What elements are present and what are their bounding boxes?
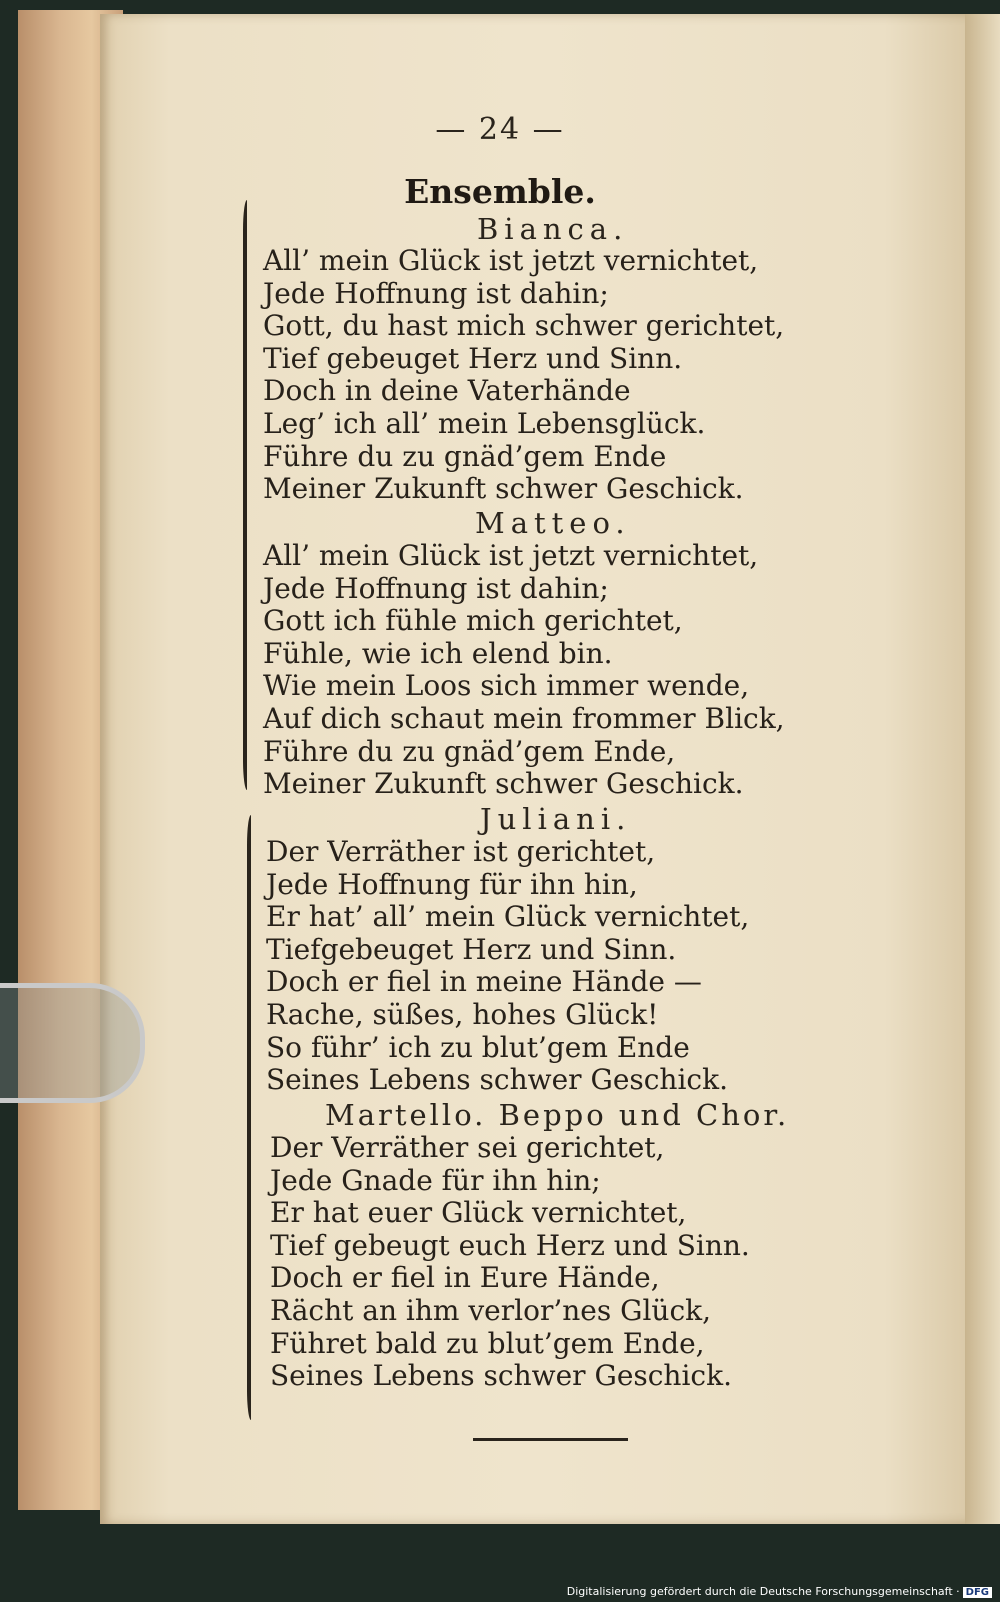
verse-line: Doch er fiel in meine Hände — [266, 965, 702, 999]
verse-line: Doch er fiel in Eure Hände, [270, 1261, 660, 1295]
speaker-bianca: Bianca. [477, 212, 629, 246]
verse-line: Seines Lebens schwer Geschick. [270, 1359, 732, 1393]
verse-line: All’ mein Glück ist jetzt vernichtet, [263, 539, 759, 572]
verse-line: Führet bald zu blut’gem Ende, [270, 1326, 705, 1360]
speaker-matteo: Matteo. [475, 506, 631, 540]
speaker-juliani: Juliani. [480, 802, 632, 836]
verse-line: Führe du zu gnäd’gem Ende [263, 439, 667, 473]
verse-line: Fühle, wie ich elend bin. [263, 636, 613, 670]
verse-matteo [263, 540, 785, 801]
speaker-martello-beppo-chor: Martello. Beppo und Chor. [325, 1098, 790, 1132]
verse-line: Der Verräther ist gerichtet, [266, 835, 656, 868]
bracket-lower [247, 815, 251, 1420]
verse-line: Rächt an ihm verlor’nes Glück, [270, 1293, 711, 1327]
verse-line: Tief gebeuget Herz und Sinn. [263, 341, 683, 375]
verse-line: Wie mein Loos sich immer wende, [263, 669, 750, 703]
verse-line: Er hat’ all’ mein Glück vernichtet, [266, 900, 750, 934]
verse-line: Jede Hoffnung für ihn hin, [266, 867, 638, 901]
verse-line: Doch in deine Vaterhände [263, 374, 631, 408]
verse-juliani [266, 836, 749, 1097]
verse-chor [270, 1132, 750, 1393]
bracket-upper [243, 200, 247, 790]
verse-line: Auf dich schaut mein frommer Blick, [263, 701, 785, 735]
verse-line: Jede Hoffnung ist dahin; [263, 571, 609, 605]
verse-line: Meiner Zukunft schwer Geschick. [263, 472, 744, 506]
verse-line: Jede Hoffnung ist dahin; [263, 276, 609, 310]
verse-line: All’ mein Glück ist jetzt vernichtet, [263, 244, 759, 277]
closing-rule [473, 1438, 628, 1441]
verse-line: Seines Lebens schwer Geschick. [266, 1063, 728, 1097]
verse-line: Er hat euer Glück vernichtet, [270, 1196, 687, 1230]
bookmark-clip [0, 983, 145, 1103]
verse-line: Leg’ ich all’ mein Lebensglück. [263, 406, 706, 440]
footer-text: Digitalisierung gefördert durch die Deutsche Forschungsgemeinschaft · [566, 1585, 960, 1598]
verse-line: Der Verräther sei gerichtet, [270, 1131, 665, 1164]
verse-bianca [263, 245, 784, 506]
section-heading: Ensemble. [404, 172, 596, 211]
verse-line: Führe du zu gnäd’gem Ende, [263, 734, 676, 768]
page-number: — 24 — [435, 112, 565, 147]
verse-line: Jede Gnade für ihn hin; [270, 1163, 601, 1197]
verse-line: Gott, du hast mich schwer gerichtet, [263, 309, 785, 343]
verse-line: Tief gebeugt euch Herz und Sinn. [270, 1228, 750, 1262]
page-edge-right [965, 14, 1000, 1524]
verse-line: Tiefgebeuget Herz und Sinn. [266, 932, 677, 966]
verse-line: Meiner Zukunft schwer Geschick. [263, 767, 744, 801]
verse-line: Gott ich fühle mich gerichtet, [263, 604, 683, 638]
verse-line: Rache, süßes, hohes Glück! [266, 997, 659, 1031]
dfg-logo: DFG [963, 1587, 992, 1598]
verse-line: So führ’ ich zu blut’gem Ende [266, 1030, 690, 1064]
digitization-footer [567, 1585, 992, 1598]
